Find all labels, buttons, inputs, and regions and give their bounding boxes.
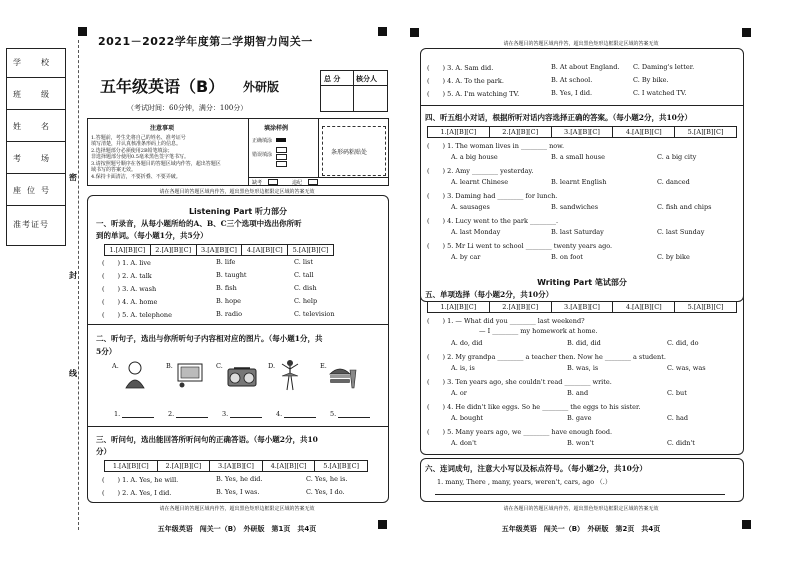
answer-blank[interactable] <box>176 410 208 418</box>
checker-label: 核分人 <box>356 75 377 83</box>
answer-bubble-group[interactable]: 4.[A][B][C] <box>613 127 675 137</box>
picture-label-b: B. <box>166 362 173 370</box>
answer-region-page2-top <box>420 48 744 302</box>
s4-options: A. learnt Chinese B. learnt English C. danced <box>451 178 690 186</box>
answer-region-note: 请在各题目的答题区域内作答，超出黑色矩形边框限定区域的答案无效 <box>159 189 315 195</box>
violation-checkbox[interactable] <box>308 179 318 185</box>
section-divider <box>421 105 743 106</box>
s4-question: ( ) 3. Daming had ________ for lunch. <box>427 192 558 200</box>
section1-answer-grid[interactable] <box>104 244 334 256</box>
answer-bubble-group[interactable]: 1.[A][B][C] <box>105 461 158 471</box>
s3-item: ( ) 1. A. Yes, he will. B. Yes, he did. C. Yes, he is. <box>102 475 348 484</box>
s3-item: ( ) 4. A. To the park. B. At school. C. By bike. <box>427 76 669 85</box>
s5-question: ( ) 1. — What did you ________ last weekend? <box>427 317 585 325</box>
notice-line: 3.请按照题号顺序在各题目的答题区域内作答，超出答题区 <box>91 161 221 167</box>
s3-item: ( ) 5. A. I'm watching TV. B. Yes, I did. C. I watched TV. <box>427 89 687 98</box>
answer-region-page2-s6 <box>420 458 744 502</box>
barcode-area <box>322 126 386 176</box>
total-score-label: 总 分 <box>324 75 341 83</box>
picture-label-e: E. <box>320 362 327 370</box>
answer-bubble-group[interactable]: 4.[A][B][C] <box>242 245 288 255</box>
s5-question: ( ) 5. Many years ago, we ________ have enough food. <box>427 428 613 436</box>
fast-food-icon <box>328 362 358 390</box>
s5-options: A. bought B. gave C. had <box>451 414 689 422</box>
answer-bubble-group[interactable]: 3.[A][B][C] <box>552 302 614 312</box>
answer-bubble-group[interactable]: 3.[A][B][C] <box>197 245 243 255</box>
s4-options: A. a big house B. a small house C. a big city <box>451 153 697 161</box>
answer-bubble-group[interactable]: 3.[A][B][C] <box>552 127 614 137</box>
section-divider <box>88 324 388 325</box>
answer-bubble-group[interactable]: 5.[A][B][C] <box>323 462 360 470</box>
s1-item: ( ) 5. A. telephone B. radio C. television <box>102 310 335 319</box>
s4-options: A. last Monday B. last Saturday C. last Sunday <box>451 228 705 236</box>
edition-label: 外研版 <box>243 80 280 94</box>
s6-question: 1. many, There , many, years, weren't, cars, ago （.） <box>437 478 612 486</box>
page2-footer: 五年级英语 闯关一（B） 外研版 第2页 共4页 <box>501 525 661 533</box>
s5-question: ( ) 2. My grandpa ________ a teacher then. Now he ________ a student. <box>427 353 666 361</box>
s1-item: ( ) 1. A. live B. life C. list <box>102 258 313 267</box>
name-field[interactable]: 姓 名 <box>7 113 65 142</box>
score-table <box>320 70 388 112</box>
answer-bubble-group[interactable]: 4.[A][B][C] <box>613 302 675 312</box>
s4-question: ( ) 1. The woman lives in ________ now. <box>427 142 565 150</box>
s5-options: A. or B. and C. but <box>451 389 687 397</box>
s5-question: ( ) 3. Ten years ago, she couldn't read ________ write. <box>427 378 612 386</box>
s4-options: A. by car B. on foot C. by bike <box>451 253 690 261</box>
checker-cell[interactable] <box>354 86 387 111</box>
s3-item: ( ) 2. A. Yes, I did. B. Yes, I was. C. Yes, I do. <box>102 488 345 497</box>
corner-mark <box>742 520 751 529</box>
answer-blank[interactable] <box>338 410 370 418</box>
answer-bubble-group[interactable]: 4.[A][B][C] <box>263 461 316 471</box>
exam-year-title: 2021－2022学年度第二学期智力闯关一 <box>98 35 313 48</box>
section3-title: 三、听问句，选出能回答所听问句的正确答语。（每小题2分，共10 <box>96 435 318 444</box>
answer-bubble-group[interactable]: 5.[A][B][C] <box>687 128 724 136</box>
answer-region-note-bottom: 请在各题目的答题区域内作答，超出黑色矩形边框限定区域的答案无效 <box>503 506 659 512</box>
exam-main-title: 五年级英语（B） <box>100 77 225 96</box>
s5-options: A. do, did B. did, did C. did, do <box>451 339 699 347</box>
section5-answer-grid[interactable] <box>427 301 737 313</box>
corner-mark <box>410 28 419 37</box>
answer-blank[interactable] <box>122 410 154 418</box>
answer-bubble-group[interactable]: 1.[A][B][C] <box>428 302 490 312</box>
fill-sample-title: 填涂样例 <box>264 125 289 132</box>
s1-item: ( ) 3. A. wash B. fish C. dish <box>102 284 317 293</box>
answer-blank[interactable] <box>230 410 262 418</box>
corner-mark <box>78 27 87 36</box>
s2-blank-row: 1. 2. 3. 4. 5. <box>114 410 384 422</box>
section1-title-cont: 到的单词。（每小题1分，共5分） <box>96 231 208 240</box>
s3-item: ( ) 3. A. Sam did. B. At about England. C. Daming's letter. <box>427 63 695 72</box>
seal-line <box>78 40 79 530</box>
s1-item: ( ) 4. A. home B. hope C. help <box>102 297 318 306</box>
notice-line: 域书写的答案无效。 <box>91 167 137 173</box>
s5-question-cont: — I ________ my homework at home. <box>479 327 598 335</box>
answer-bubble-group[interactable]: 2.[A][B][C] <box>158 461 211 471</box>
section6-title: 六、连词成句，注意大小写以及标点符号。（每小题2分，共10分） <box>425 464 647 473</box>
radio-icon <box>226 362 258 388</box>
s4-question: ( ) 4. Lucy went to the park ________. <box>427 217 559 225</box>
s5-options: A. is, is B. was, is C. was, was <box>451 364 706 372</box>
television-icon <box>176 360 204 388</box>
corner-mark <box>378 520 387 529</box>
wrong-fill-label: 错误填涂 <box>252 152 273 158</box>
answer-region-page1 <box>87 195 389 503</box>
school-field[interactable]: 学 校 <box>7 49 65 78</box>
seat-number-field[interactable]: 座位号 <box>7 177 65 206</box>
answer-bubble-group[interactable]: 5.[A][B][C] <box>687 303 724 311</box>
section-divider <box>88 426 388 427</box>
answer-bubble-group[interactable]: 3.[A][B][C] <box>210 461 263 471</box>
s5-question: ( ) 4. He didn't like eggs. So he ________ the eggs to his sister. <box>427 403 641 411</box>
page1-footer: 五年级英语 闯关一（B） 外研版 第1页 共4页 <box>157 525 317 533</box>
s4-question: ( ) 2. Amy ________ yesterday. <box>427 167 534 175</box>
absent-label: 缺考 <box>252 180 263 186</box>
time-info: （考试时间：60分钟，满分：100分） <box>127 104 248 112</box>
wrong-fill-samples <box>276 147 287 153</box>
notice-line: 填写清楚，并认真核准条形码上的信息。 <box>91 141 182 147</box>
seal-char-mi: 密 <box>69 173 77 182</box>
admission-number-field[interactable]: 准考证号 <box>13 220 49 229</box>
section2-title: 二、听句子，选出与你所听句子内容相对应的图片。（每小题1分，共 <box>96 334 323 343</box>
section5-title: 五、单项选择（每小题2分，共10分） <box>425 290 554 299</box>
picture-label-a: A. <box>112 362 119 370</box>
correct-fill-label: 正确填涂 <box>252 138 273 144</box>
absent-checkbox[interactable] <box>268 179 278 185</box>
correct-fill-sample <box>276 138 286 142</box>
seal-char-xian: 线 <box>69 369 77 378</box>
writing-part-header: Writing Part 笔试部分 <box>537 278 627 287</box>
exam-room-field[interactable]: 考 场 <box>7 145 65 174</box>
class-field[interactable]: 班 级 <box>7 81 65 110</box>
listening-part-header: Listening Part 听力部分 <box>188 207 288 216</box>
notice-line: 2.选择题部分必须使用2B铅笔填涂； <box>91 148 173 154</box>
section4-answer-grid[interactable] <box>427 126 737 138</box>
answer-blank[interactable] <box>284 410 316 418</box>
notice-line: 非选择题部分使用0.5毫米黑色签字笔书写。 <box>91 154 189 160</box>
section4-title: 四、听五组小对话，根据所听对话内容选择正确的答案。（每小题2分，共10分） <box>425 113 692 122</box>
answer-bubble-group[interactable]: 2.[A][B][C] <box>490 127 552 137</box>
picture-label-d: D. <box>268 362 276 370</box>
section3-title-cont: 分） <box>96 447 111 456</box>
s6-answer-line[interactable] <box>435 494 725 495</box>
barcode-label: 条形码粘贴处 <box>331 149 368 156</box>
total-score-cell[interactable] <box>321 86 353 111</box>
seal-char-feng: 封 <box>69 271 77 280</box>
answer-bubble-group[interactable]: 1.[A][B][C] <box>428 127 490 137</box>
answer-region-page2-s5 <box>420 296 744 455</box>
notice-line: 1.答题前，考生先将自己的姓名、准考证号 <box>91 135 186 141</box>
s4-options: A. sausages B. sandwiches C. fish and chips <box>451 203 712 211</box>
corner-mark <box>742 28 751 37</box>
notice-title: 注意事项 <box>150 125 175 132</box>
s1-item: ( ) 2. A. talk B. taught C. tall <box>102 271 314 280</box>
watch-tv-icon <box>122 360 148 390</box>
answer-region-note: 请在各题目的答题区域内作答，超出黑色矩形边框限定区域的答案无效 <box>503 41 659 47</box>
answer-bubble-group[interactable]: 2.[A][B][C] <box>490 302 552 312</box>
corner-mark <box>378 27 387 36</box>
notice-line: 4.保持卡面清洁，不要折叠、不要弄破。 <box>91 174 181 180</box>
ballet-dancer-icon <box>278 358 302 392</box>
section3-answer-grid[interactable] <box>104 460 368 472</box>
student-info-sidebar <box>6 48 66 246</box>
violation-label: 违纪 <box>292 180 303 186</box>
section2-title-cont: 5分） <box>96 347 117 356</box>
picture-label-c: C. <box>216 362 223 370</box>
answer-region-note-bottom: 请在各题目的答题区域内作答，超出黑色矩形边框限定区域的答案无效 <box>159 506 315 512</box>
s4-question: ( ) 5. Mr Li went to school ________ twenty years ago. <box>427 242 613 250</box>
s5-options: A. don't B. won't C. didn't <box>451 439 695 447</box>
answer-bubble-group[interactable]: 1.[A][B][C] <box>105 245 151 255</box>
section1-title: 一、听录音，从每小题所给的A、B、C三个选项中选出你所听 <box>96 219 302 228</box>
answer-bubble-group[interactable]: 5.[A][B][C] <box>292 246 329 254</box>
answer-bubble-group[interactable]: 2.[A][B][C] <box>151 245 197 255</box>
